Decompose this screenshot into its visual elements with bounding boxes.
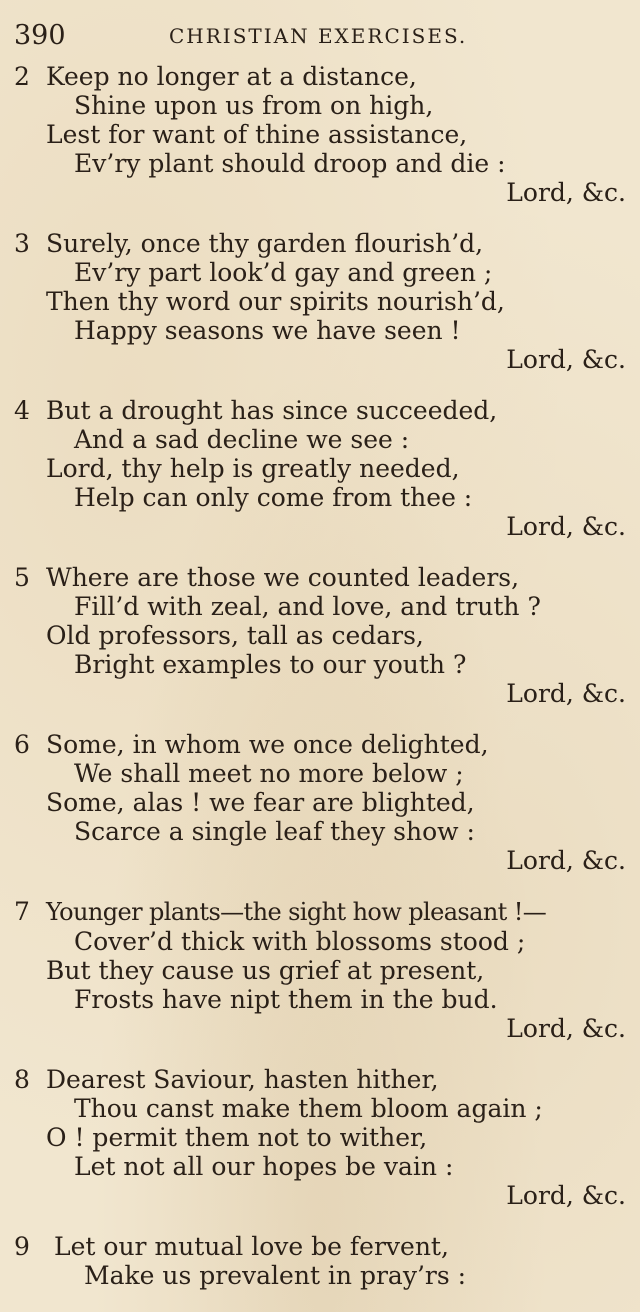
page-number: 390 <box>14 20 66 51</box>
verse-9 <box>14 1232 628 1290</box>
verse-5 <box>14 563 628 708</box>
refrain: Lord, &c. <box>506 846 626 875</box>
verse-line: Help can only come from thee : <box>74 483 473 512</box>
refrain: Lord, &c. <box>506 679 626 708</box>
verse-line: Scarce a single leaf they show : <box>74 817 475 846</box>
running-title: CHRISTIAN EXERCISES. <box>169 24 468 48</box>
verse-line: Thou canst make them bloom again ; <box>74 1094 543 1123</box>
verse-line: Let not all our hopes be vain : <box>74 1152 454 1181</box>
verse-number: 5 <box>14 563 30 592</box>
verse-line: Let our mutual love be fervent, <box>54 1232 449 1261</box>
refrain: Lord, &c. <box>506 178 626 207</box>
verse-4 <box>14 396 628 541</box>
verse-number: 9 <box>14 1232 30 1261</box>
verse-line: Lest for want of thine assistance, <box>46 120 468 149</box>
verse-line: Bright examples to our youth ? <box>74 650 467 679</box>
verse-line: Ev’ry plant should droop and die : <box>74 149 506 178</box>
verse-line: Shine upon us from on high, <box>74 91 434 120</box>
verse-line: And a sad decline we see : <box>74 425 410 454</box>
verse-number: 8 <box>14 1065 30 1094</box>
verse-line: Surely, once thy garden flourish’d, <box>46 229 484 258</box>
verse-7 <box>14 897 628 1043</box>
verse-line: Old professors, tall as cedars, <box>46 621 424 650</box>
verse-2 <box>14 62 628 207</box>
verse-line: Lord, thy help is greatly needed, <box>46 454 460 483</box>
verse-line: We shall meet no more below ; <box>74 759 464 788</box>
verse-line: Dearest Saviour, hasten hither, <box>46 1065 439 1094</box>
verse-line: Keep no longer at a distance, <box>46 62 417 91</box>
verse-number: 3 <box>14 229 30 258</box>
verse-line: O ! permit them not to wither, <box>46 1123 428 1152</box>
refrain: Lord, &c. <box>506 1181 626 1210</box>
verse-number: 2 <box>14 62 30 91</box>
verse-line: But they cause us grief at present, <box>46 956 485 985</box>
verse-line: Some, alas ! we fear are blighted, <box>46 788 475 817</box>
refrain: Lord, &c. <box>506 345 626 374</box>
verse-line: Happy seasons we have seen ! <box>74 316 461 345</box>
verse-line: Some, in whom we once delighted, <box>46 730 489 759</box>
refrain: Lord, &c. <box>506 512 626 541</box>
verse-3 <box>14 229 628 374</box>
verse-line: But a drought has since succeeded, <box>46 396 498 425</box>
verse-6 <box>14 730 628 875</box>
verse-line: Then thy word our spirits nourish’d, <box>46 287 505 316</box>
verse-8 <box>14 1065 628 1210</box>
verse-number: 4 <box>14 396 30 425</box>
verse-line: Fill’d with zeal, and love, and truth ? <box>74 592 541 621</box>
verse-line: Younger plants—the sight how pleasant !— <box>46 898 547 926</box>
page-header <box>14 18 626 54</box>
verse-number: 7 <box>14 897 30 926</box>
verse-number: 6 <box>14 730 30 759</box>
verse-line: Frosts have nipt them in the bud. <box>74 985 498 1014</box>
hymn-verses <box>14 62 628 1312</box>
verse-line: Make us prevalent in pray’rs : <box>84 1261 467 1290</box>
verse-line: Where are those we counted leaders, <box>46 563 520 592</box>
verse-line: Cover’d thick with blossoms stood ; <box>74 927 526 956</box>
refrain: Lord, &c. <box>506 1014 626 1043</box>
verse-line: Ev’ry part look’d gay and green ; <box>74 258 493 287</box>
